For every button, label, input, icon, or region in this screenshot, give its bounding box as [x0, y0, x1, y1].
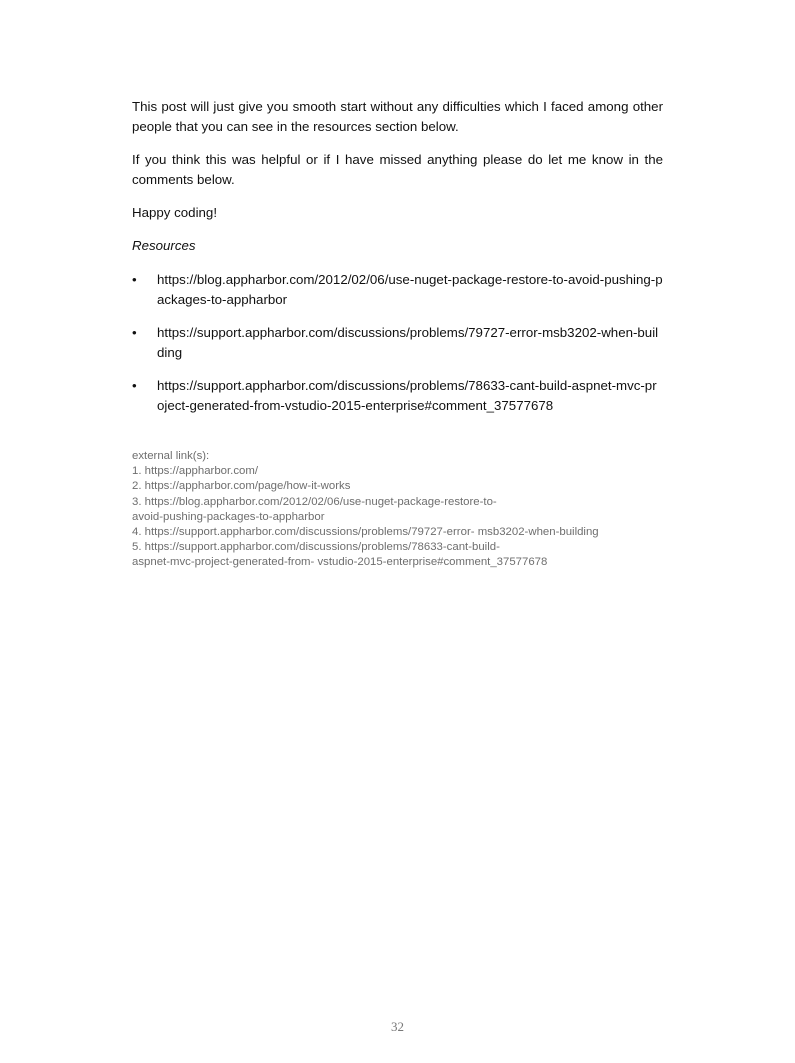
main-content — [132, 97, 663, 429]
bullet-icon: • — [132, 272, 137, 287]
resource-item[interactable] — [132, 376, 663, 416]
bullet-icon: • — [132, 378, 137, 393]
external-link-line[interactable]: 5. https://support.appharbor.com/discussions/problems/78633-cant-build- — [132, 541, 500, 554]
resource-item[interactable] — [132, 323, 663, 363]
resource-link[interactable]: https://support.appharbor.com/discussions/problems/79727-error-msb3202-when-building — [157, 325, 659, 360]
bullet-icon: • — [132, 325, 137, 340]
resource-link[interactable]: https://blog.appharbor.com/2012/02/06/use-nuget-package-restore-to-avoid-pushing-packages-to-appharbor — [157, 272, 663, 307]
external-link-line[interactable]: 2. https://appharbor.com/page/how-it-works — [132, 480, 351, 493]
external-link-line[interactable]: avoid-pushing-packages-to-appharbor — [132, 510, 325, 523]
page-number: 32 — [391, 1019, 404, 1034]
intro-paragraph: This post will just give you smooth start without any difficulties which I faced among other people that you can see in the resources section below. — [132, 99, 663, 134]
resource-item[interactable] — [132, 270, 663, 310]
external-link-line[interactable]: 3. https://blog.appharbor.com/2012/02/06/use-nuget-package-restore-to- — [132, 495, 497, 508]
resource-link[interactable]: https://support.appharbor.com/discussions/problems/78633-cant-build-aspnet-mvc-project-generated-from-vstudio-2015-enterprise#comment_37577678 — [157, 378, 657, 413]
external-links-heading: external link(s): — [132, 450, 210, 462]
feedback-paragraph: If you think this was helpful or if I have missed anything please do let me know in the comments below. — [132, 152, 663, 187]
external-link-line[interactable]: aspnet-mvc-project-generated-from- vstudio-2015-enterprise#comment_37577678 — [132, 556, 548, 569]
external-links — [132, 449, 692, 571]
external-link-line[interactable]: 1. https://appharbor.com/ — [132, 465, 259, 478]
resources-heading: Resources — [132, 238, 196, 253]
resources-list — [132, 270, 663, 416]
external-link-line[interactable]: 4. https://support.appharbor.com/discussions/problems/79727-error- msb3202-when-building — [132, 526, 599, 539]
closing-paragraph: Happy coding! — [132, 205, 218, 220]
